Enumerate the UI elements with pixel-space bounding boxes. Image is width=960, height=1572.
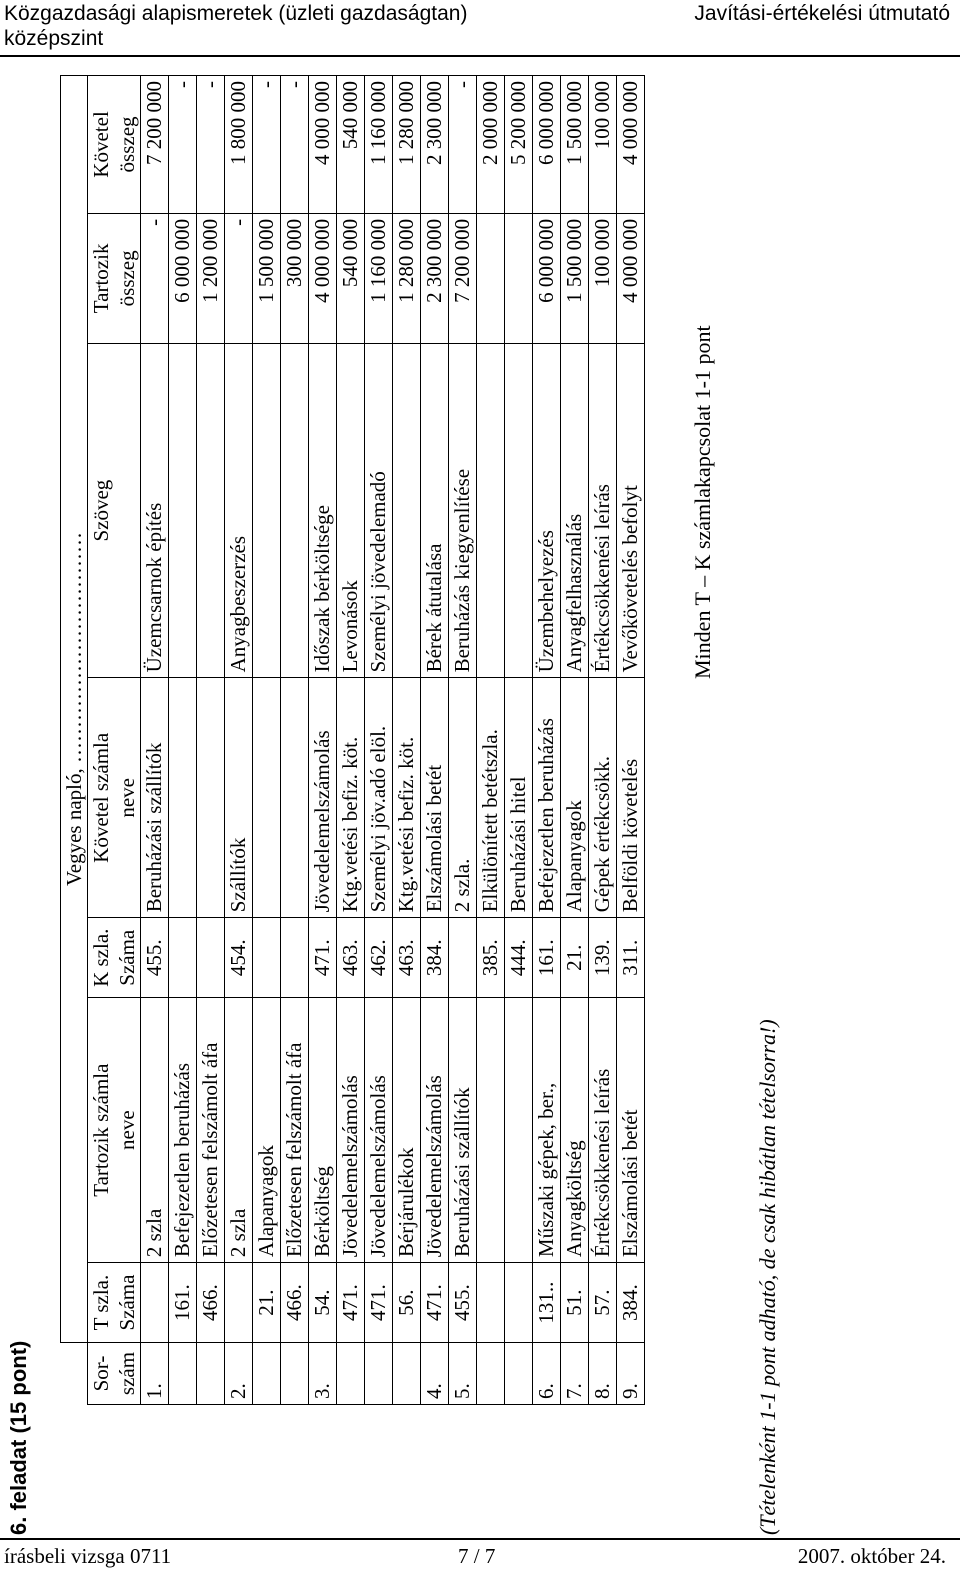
header-level: középszint <box>4 27 104 50</box>
cell-kamt: 6 000 000 <box>533 76 561 214</box>
cell-kamt: 1 500 000 <box>561 76 589 214</box>
cell-knum: 311. <box>617 918 645 998</box>
cell-kname <box>281 678 309 918</box>
cell-sor: 1. <box>141 1343 169 1405</box>
cell-knum: 139. <box>589 918 617 998</box>
cell-tname: Jövedelemelszámolás <box>337 998 365 1263</box>
column-header <box>88 1343 141 1405</box>
cell-kamt: 1 280 000 <box>393 76 421 214</box>
column-header-line: Sor- <box>89 1355 113 1392</box>
cell-sor <box>393 1343 421 1405</box>
column-header <box>88 998 141 1263</box>
cell-kname: Elszámolási betét <box>421 678 449 918</box>
cell-text: Bérek átutalása <box>421 343 449 678</box>
cell-sor: 7. <box>561 1343 589 1405</box>
cell-tamt: - <box>141 213 169 343</box>
journal-table <box>60 75 645 1405</box>
cell-kname: Személyi jöv.adó elöl. <box>365 678 393 918</box>
cell-tnum: 56. <box>393 1263 421 1343</box>
cell-kamt: 4 000 000 <box>617 76 645 214</box>
cell-text: Értékcsökkenési leírás <box>589 343 617 678</box>
table-row <box>561 76 589 1405</box>
page-footer <box>0 1541 960 1572</box>
cell-sor: 6. <box>533 1343 561 1405</box>
cell-knum <box>197 918 225 998</box>
header-subject: Közgazdasági alapismeretek (üzleti gazdaságtan) <box>4 2 468 25</box>
cell-tamt: 2 300 000 <box>421 213 449 343</box>
cell-tname: Jövedelemelszámolás <box>365 998 393 1263</box>
cell-kamt: - <box>169 76 197 214</box>
cell-knum: 463. <box>393 918 421 998</box>
cell-tamt: 1 160 000 <box>365 213 393 343</box>
cell-tname: Beruházási szállítók <box>449 998 477 1263</box>
cell-tnum: 161. <box>169 1263 197 1343</box>
cell-knum <box>449 918 477 998</box>
cell-sor: 4. <box>421 1343 449 1405</box>
footer-page-number: 7 / 7 <box>458 1544 496 1568</box>
cell-tnum: 471. <box>421 1263 449 1343</box>
cell-tname: Előzetesen felszámolt áfa <box>281 998 309 1263</box>
cell-text: Időszak bérköltsége <box>309 343 337 678</box>
table-row <box>169 76 197 1405</box>
cell-text <box>505 343 533 678</box>
cell-kname: Gépek értékcsökk. <box>589 678 617 918</box>
column-header <box>88 1263 141 1343</box>
cell-text <box>281 343 309 678</box>
cell-tname: Értékcsökkenési leírás <box>589 998 617 1263</box>
table-row <box>533 76 561 1405</box>
cell-kamt: - <box>197 76 225 214</box>
cell-tamt: - <box>225 213 253 343</box>
cell-tname: Előzetesen felszámolt áfa <box>197 998 225 1263</box>
table-row <box>589 76 617 1405</box>
cell-tname: Elszámolási betét <box>617 998 645 1263</box>
table-row <box>477 76 505 1405</box>
cell-text <box>393 343 421 678</box>
cell-sor <box>505 1343 533 1405</box>
cell-knum: 385. <box>477 918 505 998</box>
column-header-line: összeg <box>115 250 139 307</box>
cell-kname: Elkülönített betétszla. <box>477 678 505 918</box>
cell-sor: 5. <box>449 1343 477 1405</box>
cell-tnum: 466. <box>281 1263 309 1343</box>
cell-kamt: 2 000 000 <box>477 76 505 214</box>
cell-tname: Jövedelemelszámolás <box>421 998 449 1263</box>
cell-tnum: 51. <box>561 1263 589 1343</box>
cell-tamt: 7 200 000 <box>449 213 477 343</box>
cell-knum: 384. <box>421 918 449 998</box>
cell-knum: 21. <box>561 918 589 998</box>
column-header-row <box>88 76 141 1405</box>
cell-text: Üzemcsarnok építés <box>141 343 169 678</box>
column-header-line: T szla. <box>89 1274 113 1331</box>
cell-knum: 462. <box>365 918 393 998</box>
cell-sor <box>337 1343 365 1405</box>
footer-date: 2007. október 24. <box>797 1544 946 1568</box>
cell-tname <box>505 998 533 1263</box>
table-row <box>309 76 337 1405</box>
cell-tamt: 1 200 000 <box>197 213 225 343</box>
column-header-line: neve <box>115 778 139 818</box>
cell-tnum <box>505 1263 533 1343</box>
cell-kname: Szállítók <box>225 678 253 918</box>
table-row <box>141 76 169 1405</box>
table-row <box>197 76 225 1405</box>
table-row <box>617 76 645 1405</box>
cell-kname: Befejezetlen beruházás <box>533 678 561 918</box>
cell-sor: 8. <box>589 1343 617 1405</box>
cell-knum: 454. <box>225 918 253 998</box>
cell-tnum: 21. <box>253 1263 281 1343</box>
cell-tamt: 1 500 000 <box>561 213 589 343</box>
cell-tamt <box>477 213 505 343</box>
cell-tnum: 131.. <box>533 1263 561 1343</box>
column-header-line: Követel számla <box>89 732 113 863</box>
column-header-line: Tartozik számla <box>89 1063 113 1197</box>
cell-sor: 2. <box>225 1343 253 1405</box>
cell-knum: 455. <box>141 918 169 998</box>
cell-kamt: 5 200 000 <box>505 76 533 214</box>
cell-tnum <box>141 1263 169 1343</box>
cell-kamt: - <box>253 76 281 214</box>
cell-tnum: 471. <box>365 1263 393 1343</box>
table-row <box>253 76 281 1405</box>
cell-sor <box>253 1343 281 1405</box>
header-doc-type: Javítási-értékelési útmutató <box>694 2 950 25</box>
column-header <box>88 343 141 678</box>
cell-text: Levonások <box>337 343 365 678</box>
table-row <box>449 76 477 1405</box>
cell-tnum: 54. <box>309 1263 337 1343</box>
cell-tnum: 455. <box>449 1263 477 1343</box>
cell-kamt: 2 300 000 <box>421 76 449 214</box>
cell-tnum: 57. <box>589 1263 617 1343</box>
cell-kamt: - <box>449 76 477 214</box>
cell-kamt: 100 000 <box>589 76 617 214</box>
cell-kname: Alapanyagok <box>561 678 589 918</box>
cell-kname: Beruházási hitel <box>505 678 533 918</box>
cell-tamt: 1 280 000 <box>393 213 421 343</box>
column-header <box>88 678 141 918</box>
column-header-line: Követel <box>89 111 113 178</box>
column-header <box>88 213 141 343</box>
cell-sor <box>197 1343 225 1405</box>
cell-kamt: 4 000 000 <box>309 76 337 214</box>
cell-tname: 2 szla <box>225 998 253 1263</box>
cell-tnum: 471. <box>337 1263 365 1343</box>
cell-knum: 161. <box>533 918 561 998</box>
cell-sor <box>169 1343 197 1405</box>
closing-note: Minden T – K számlakapcsolat 1-1 pont <box>690 325 715 679</box>
cell-tamt: 4 000 000 <box>617 213 645 343</box>
cell-kname <box>169 678 197 918</box>
cell-tname: Műszaki gépek, ber., <box>533 998 561 1263</box>
journal-title: Vegyes napló, …………………………… <box>61 76 88 1343</box>
cell-kamt: 7 200 000 <box>141 76 169 214</box>
column-header-line: Tartozik <box>89 243 113 314</box>
cell-tname: Befejezetlen beruházás <box>169 998 197 1263</box>
journal-title-row <box>61 76 88 1405</box>
cell-knum: 471. <box>309 918 337 998</box>
cell-text: Vevőkövetelés befolyt <box>617 343 645 678</box>
cell-sor <box>477 1343 505 1405</box>
cell-sor <box>281 1343 309 1405</box>
rotated-content <box>0 60 960 1535</box>
cell-tnum: 384. <box>617 1263 645 1343</box>
cell-text <box>477 343 505 678</box>
column-header-line: Száma <box>115 1274 139 1331</box>
cell-sor <box>365 1343 393 1405</box>
cell-tamt: 300 000 <box>281 213 309 343</box>
header-divider <box>0 55 960 57</box>
cell-kamt: - <box>281 76 309 214</box>
cell-text: Anyagfelhasználás <box>561 343 589 678</box>
column-header-line: összeg <box>115 116 139 173</box>
cell-tname: Bérjárulékok <box>393 998 421 1263</box>
cell-tamt: 6 000 000 <box>533 213 561 343</box>
cell-text <box>169 343 197 678</box>
cell-text: Beruházás kiegyenlítése <box>449 343 477 678</box>
cell-kname: Belföldi követelés <box>617 678 645 918</box>
cell-tamt: 4 000 000 <box>309 213 337 343</box>
cell-kamt: 540 000 <box>337 76 365 214</box>
cell-tnum <box>477 1263 505 1343</box>
cell-tname: 2 szla <box>141 998 169 1263</box>
cell-text <box>253 343 281 678</box>
cell-text: Személyi jövedelemadó <box>365 343 393 678</box>
cell-kname <box>253 678 281 918</box>
cell-tname: Alapanyagok <box>253 998 281 1263</box>
cell-kamt: 1 160 000 <box>365 76 393 214</box>
column-header-line: Szöveg <box>89 479 113 542</box>
page-header <box>0 0 960 56</box>
table-row <box>421 76 449 1405</box>
cell-tamt: 6 000 000 <box>169 213 197 343</box>
cell-kname: Beruházási szállítók <box>141 678 169 918</box>
cell-kname: Ktg.vetési befiz. köt. <box>393 678 421 918</box>
column-header <box>88 918 141 998</box>
cell-tname: Anyagköltség <box>561 998 589 1263</box>
cell-knum: 463. <box>337 918 365 998</box>
cell-kname <box>197 678 225 918</box>
cell-knum <box>281 918 309 998</box>
table-row <box>281 76 309 1405</box>
cell-tamt: 100 000 <box>589 213 617 343</box>
table-row <box>393 76 421 1405</box>
cell-kname: Jövedelemelszámolás <box>309 678 337 918</box>
cell-text: Üzembehelyezés <box>533 343 561 678</box>
column-header-line: szám <box>115 1351 139 1396</box>
footer-exam-id: írásbeli vizsga 0711 <box>4 1544 172 1568</box>
cell-tnum <box>225 1263 253 1343</box>
table-row <box>365 76 393 1405</box>
column-header <box>88 76 141 214</box>
column-header-line: neve <box>115 1110 139 1150</box>
cell-sor: 9. <box>617 1343 645 1405</box>
cell-tamt <box>505 213 533 343</box>
cell-knum <box>253 918 281 998</box>
cell-text <box>197 343 225 678</box>
cell-tamt: 1 500 000 <box>253 213 281 343</box>
cell-tamt: 540 000 <box>337 213 365 343</box>
column-header-line: K szla. <box>89 928 113 987</box>
table-row <box>337 76 365 1405</box>
table-row <box>505 76 533 1405</box>
cell-knum <box>169 918 197 998</box>
cell-kamt: 1 800 000 <box>225 76 253 214</box>
cell-tname <box>477 998 505 1263</box>
cell-kname: 2 szla. <box>449 678 477 918</box>
cell-kname: Ktg.vetési befiz. köt. <box>337 678 365 918</box>
column-header-line: Száma <box>115 929 139 986</box>
cell-tname: Bérköltség <box>309 998 337 1263</box>
journal-body <box>141 76 645 1405</box>
cell-text: Anyagbeszerzés <box>225 343 253 678</box>
cell-knum: 444. <box>505 918 533 998</box>
task-title: 6. feladat (15 pont) <box>6 1340 31 1535</box>
table-row <box>225 76 253 1405</box>
cell-sor: 3. <box>309 1343 337 1405</box>
cell-tnum: 466. <box>197 1263 225 1343</box>
footer-divider <box>0 1538 960 1540</box>
footnote: (Tételenként 1-1 pont adható, de csak hibátlan tételsorra!) <box>755 1019 780 1535</box>
